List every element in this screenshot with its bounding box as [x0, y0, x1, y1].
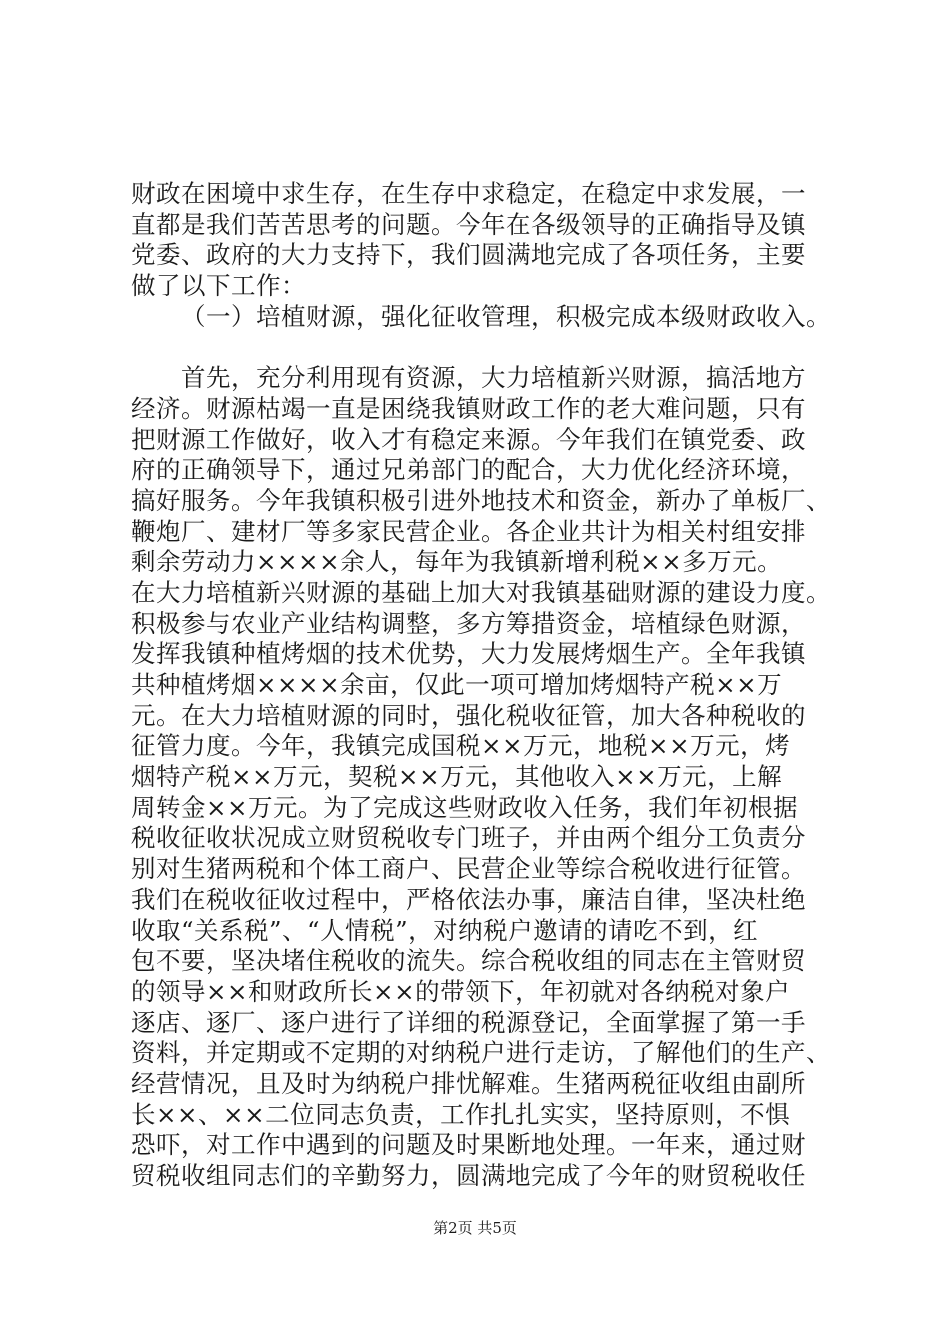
text-line: 经营情况，且及时为纳税户排忧解难。生猪两税征收组由副所 — [131, 1068, 806, 1098]
section-heading: （一）培植财源，强化征收管理，积极完成本级财政收入。 — [181, 301, 831, 331]
text-line: 逐店、逐厂、逐户进行了详细的税源登记，全面掌握了第一手 — [131, 1007, 806, 1037]
text-line: 税收征收状况成立财贸税收专门班子，并由两个组分工负责分 — [131, 823, 806, 853]
text-line: 元。在大力培植财源的同时，强化税收征管，加大各种税收的 — [131, 700, 806, 730]
text-line: 征管力度。今年，我镇完成国税××万元，地税××万元，烤 — [131, 731, 791, 761]
page-number-footer: 第2页 共5页 — [433, 1219, 517, 1237]
text-line: 在大力培植新兴财源的基础上加大对我镇基础财源的建设力度。 — [131, 577, 831, 607]
text-line: 我们在税收征收过程中，严格依法办事，廉洁自律，坚决杜绝 — [131, 884, 806, 914]
text-line: 烟特产税××万元，契税××万元，其他收入××万元，上解 — [131, 762, 783, 792]
text-line: 做了以下工作： — [131, 271, 306, 301]
text-line: 首先，充分利用现有资源，大力培植新兴财源，搞活地方 — [181, 363, 806, 393]
text-line: 党委、政府的大力支持下，我们圆满地完成了各项任务，主要 — [131, 240, 806, 270]
text-line: 资料，并定期或不定期的对纳税户进行走访，了解他们的生产、 — [131, 1038, 831, 1068]
text-line: 的领导××和财政所长××的带领下，年初就对各纳税对象户 — [131, 976, 791, 1006]
text-line: 恐吓，对工作中遇到的问题及时果断地处理。一年来，通过财 — [131, 1130, 806, 1160]
text-line: 共种植烤烟××××余亩，仅此一项可增加烤烟特产税××万 — [131, 670, 783, 699]
text-line: 长××、××二位同志负责，工作扎扎实实，坚持原则，不惧 — [131, 1099, 791, 1129]
text-line: 积极参与农业产业结构调整，多方筹措资金，培植绿色财源， — [131, 608, 806, 638]
text-line: 收取“关系税”、“人情税”，对纳税户邀请的请吃不到，红 — [131, 915, 759, 945]
text-line: 周转金××万元。为了完成这些财政收入任务，我们年初根据 — [131, 792, 799, 822]
text-line: 鞭炮厂、建材厂等多家民营企业。各企业共计为相关村组安排 — [131, 516, 806, 546]
text-line: 搞好服务。今年我镇积极引进外地技术和资金，新办了单板厂、 — [131, 485, 831, 515]
text-line: 财政在困境中求生存，在生存中求稳定，在稳定中求发展，一 — [131, 179, 806, 208]
text-line: 别对生猪两税和个体工商户、民营企业等综合税收进行征管。 — [131, 854, 806, 884]
text-line: 直都是我们苦苦思考的问题。今年在各级领导的正确指导及镇 — [131, 209, 806, 239]
text-line: 剩余劳动力××××余人，每年为我镇新增利税××多万元。 — [131, 547, 783, 577]
text-line: 发挥我镇种植烤烟的技术优势，大力发展烤烟生产。全年我镇 — [131, 639, 806, 669]
text-line: 府的正确领导下，通过兄弟部门的配合，大力优化经济环境， — [131, 455, 806, 485]
text-line: 把财源工作做好，收入才有稳定来源。今年我们在镇党委、政 — [131, 424, 806, 454]
document-body — [131, 179, 831, 1192]
text-line: 经济。财源枯竭一直是困绕我镇财政工作的老大难问题，只有 — [131, 393, 806, 423]
text-line: 包不要，坚决堵住税收的流失。综合税收组的同志在主管财贸 — [131, 946, 806, 976]
text-line: 贸税收组同志们的辛勤努力，圆满地完成了今年的财贸税收任 — [131, 1161, 806, 1190]
